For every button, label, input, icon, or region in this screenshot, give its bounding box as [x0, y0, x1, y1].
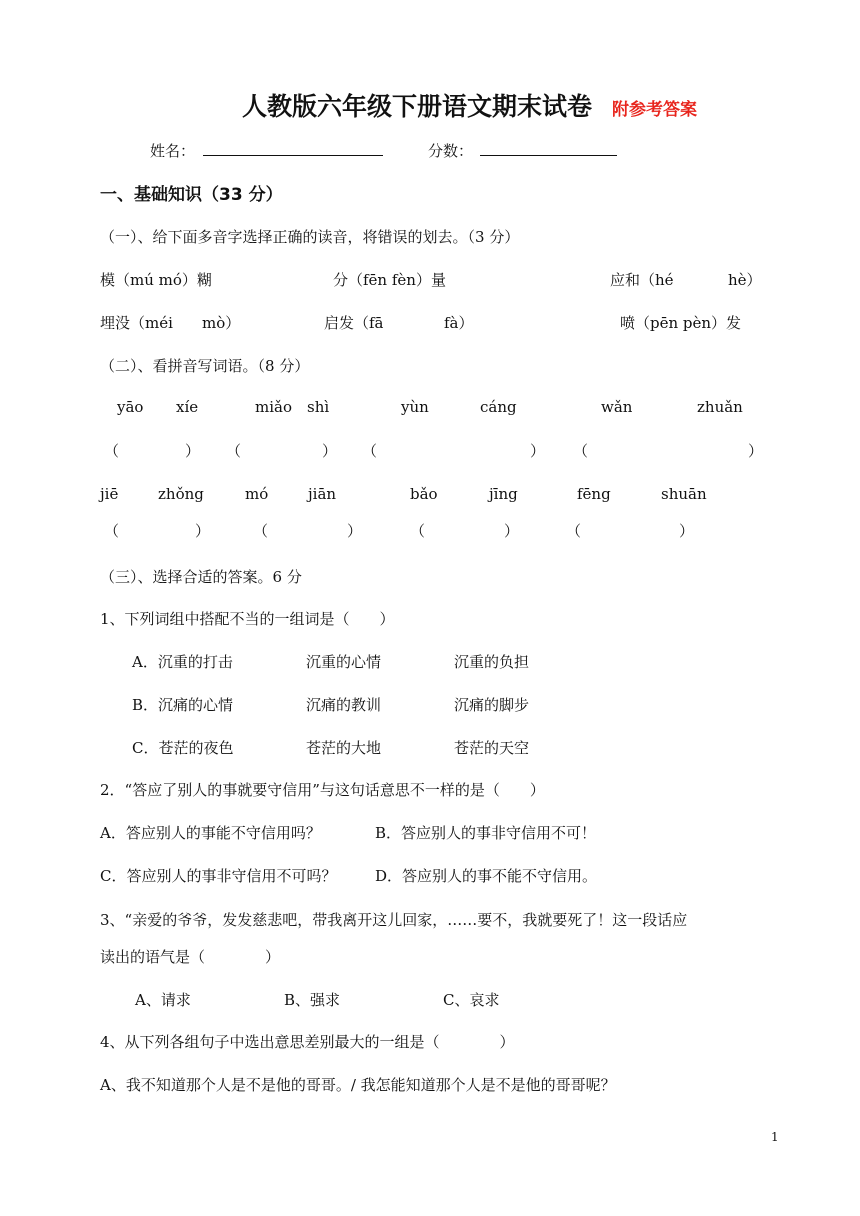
polyphone-item: 模（mú mó）糊 — [100, 271, 212, 289]
answer-open-paren: （ — [253, 522, 269, 540]
pinyin: mó — [245, 485, 269, 503]
name-label: 姓名： — [150, 142, 196, 160]
pinyin: yùn — [401, 398, 429, 416]
option: A、我不知道那个人是不是他的哥哥。/ 我怎能知道那个人是不是他的哥哥呢？ — [100, 1076, 616, 1094]
answer-open-paren: （ — [566, 522, 582, 540]
pinyin: cáng — [480, 398, 517, 416]
option: 沉痛的脚步 — [454, 696, 530, 714]
polyphone-item: hè） — [728, 271, 762, 289]
option: 苍茫的天空 — [454, 739, 530, 757]
answer-close-paren: ） — [347, 522, 363, 540]
part1-heading: （一）、给下面多音字选择正确的读音，将错误的划去。（3 分） — [100, 228, 520, 246]
option: C．答应别人的事非守信用不可吗？ — [100, 867, 337, 885]
answer-close-paren: ） — [322, 442, 338, 460]
pinyin: miǎo — [255, 398, 292, 416]
option: 沉痛的教训 — [306, 696, 382, 714]
question-3-stem-cont: 读出的语气是（ ） — [100, 948, 281, 966]
pinyin: wǎn — [601, 398, 633, 416]
part2-heading: （二）、看拼音写词语。（8 分） — [100, 357, 310, 375]
polyphone-item: mò） — [202, 314, 241, 332]
polyphone-item: 启发（fā — [324, 314, 384, 332]
option: B、强求 — [284, 991, 341, 1009]
option: A．答应别人的事能不守信用吗？ — [100, 824, 321, 842]
answer-close-paren: ） — [679, 522, 695, 540]
score-label: 分数： — [428, 142, 474, 160]
option: B．沉痛的心情 — [132, 696, 234, 714]
answer-close-paren: ） — [530, 442, 546, 460]
pinyin: zhǒng — [158, 485, 204, 503]
option: 沉重的心情 — [306, 653, 382, 671]
pinyin: jiē — [100, 485, 119, 503]
question-3-stem: 3、“亲爱的爷爷，发发慈悲吧，带我离开这儿回家，……要不，我就要死了！这一段话应 — [100, 911, 688, 929]
polyphone-item: 埋没（méi — [100, 314, 173, 332]
exam-title: 人教版六年级下册语文期末试卷 — [242, 92, 593, 121]
answer-open-paren: （ — [573, 442, 589, 460]
option: 沉重的负担 — [454, 653, 530, 671]
option: A．沉重的打击 — [132, 653, 233, 671]
answer-open-paren: （ — [410, 522, 426, 540]
pinyin: yāo — [117, 398, 144, 416]
polyphone-item: 喷（pēn pèn）发 — [620, 314, 742, 332]
answer-open-paren: （ — [362, 442, 378, 460]
answer-close-paren: ） — [195, 522, 211, 540]
section-heading: 一、基础知识（33 分） — [100, 185, 283, 205]
answer-open-paren: （ — [226, 442, 242, 460]
question-2-stem: 2．“答应了别人的事就要守信用”与这句话意思不一样的是（ ） — [100, 781, 545, 799]
name-field-line[interactable] — [203, 155, 383, 156]
part3-heading: （三）、选择合适的答案。6 分 — [100, 568, 302, 586]
pinyin: fēng — [577, 485, 611, 503]
answer-close-paren: ） — [748, 442, 764, 460]
page-number: 1 — [771, 1130, 779, 1144]
polyphone-item: fà） — [444, 314, 474, 332]
pinyin: shì — [307, 398, 330, 416]
score-field-line[interactable] — [480, 155, 617, 156]
option: 苍茫的大地 — [306, 739, 382, 757]
question-4-stem: 4、从下列各组句子中选出意思差别最大的一组是（ ） — [100, 1033, 515, 1051]
answer-close-paren: ） — [185, 442, 201, 460]
option: C、哀求 — [443, 991, 500, 1009]
answer-close-paren: ） — [504, 522, 520, 540]
answer-open-paren: （ — [104, 442, 120, 460]
option: D．答应别人的事不能不守信用。 — [375, 867, 598, 885]
pinyin: xíe — [176, 398, 199, 416]
polyphone-item: 分（fēn fèn）量 — [333, 271, 446, 289]
answer-open-paren: （ — [104, 522, 120, 540]
option: B．答应别人的事非守信用不可！ — [375, 824, 597, 842]
option: A、请求 — [135, 991, 191, 1009]
option: C．苍茫的夜色 — [132, 739, 234, 757]
pinyin: shuān — [661, 485, 707, 503]
pinyin: jiān — [308, 485, 337, 503]
pinyin: jīng — [489, 485, 518, 503]
pinyin: bǎo — [410, 485, 438, 503]
pinyin: zhuǎn — [697, 398, 743, 416]
answer-key-note: 附参考答案 — [612, 100, 697, 120]
polyphone-item: 应和（hé — [610, 271, 674, 289]
question-1-stem: 1、下列词组中搭配不当的一组词是（ ） — [100, 610, 395, 628]
